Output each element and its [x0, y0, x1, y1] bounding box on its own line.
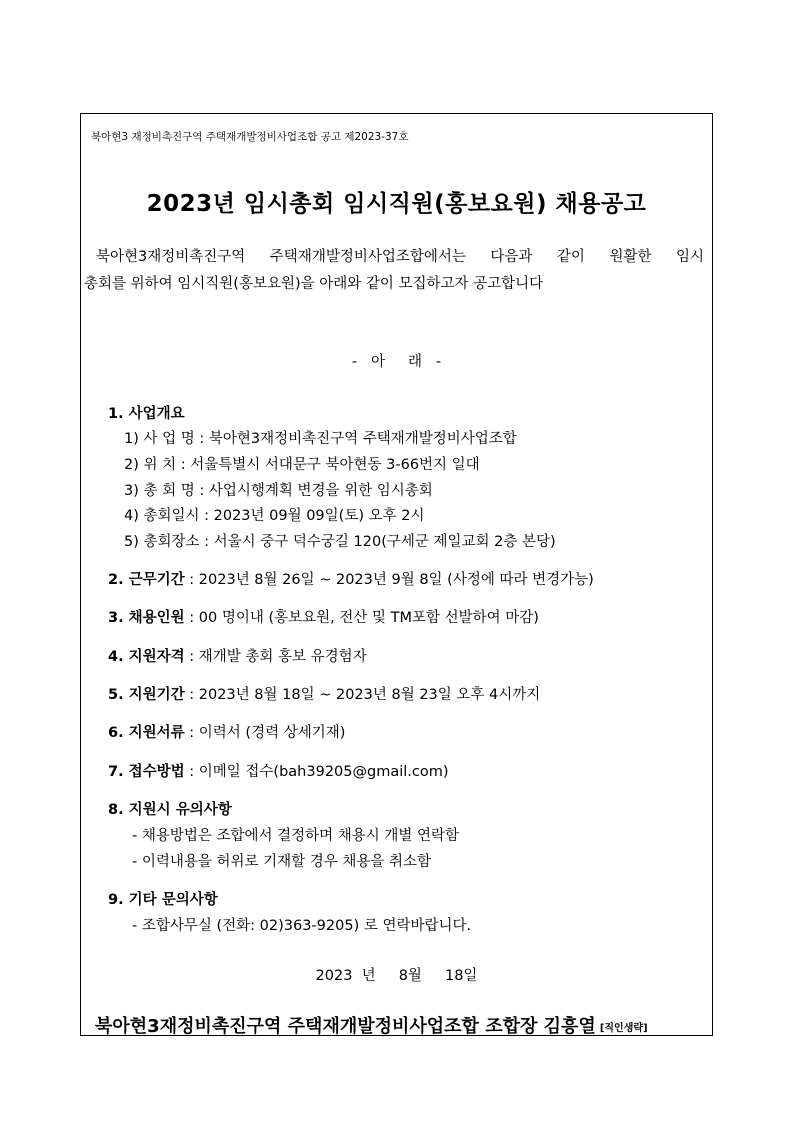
seal-omitted-note: [직인생략]	[599, 1023, 648, 1034]
section-1-item: 3) 총 회 명 : 사업시행계획 변경을 위한 임시총회	[124, 483, 433, 499]
section-label: 4. 지원자격	[108, 649, 185, 665]
section-value: : 이메일 접수(bah39205@gmail.com)	[184, 764, 449, 780]
section-1-item: 2) 위 치 : 서울특별시 서대문구 북아현동 3-66번지 일대	[124, 457, 480, 473]
page-title: 2023년 임시총회 임시직원(홍보요원) 채용공고	[146, 191, 647, 217]
section-label: 2. 근무기간	[108, 572, 185, 588]
notice-date: 2023 년 8월 18일	[315, 968, 478, 984]
section-8-heading: 8. 지원시 유의사항	[108, 802, 232, 818]
section-label: 6. 지원서류	[108, 725, 185, 741]
section-value: : 재개발 총회 홍보 유경험자	[184, 649, 367, 665]
section-7	[108, 760, 449, 781]
section-5	[108, 683, 540, 704]
section-label: 7. 접수방법	[108, 764, 185, 780]
section-label: 3. 채용인원	[108, 610, 185, 626]
section-label: 5. 지원기간	[108, 687, 185, 703]
intro-line-2: 총회를 위하여 임시직원(홍보요원)을 아래와 같이 모집하고자 공고합니다	[84, 276, 544, 292]
intro-line-1: 북아현3재정비촉진구역 주택재개발정비사업조합에서는 다음과 같이 원활한 임시	[96, 249, 704, 265]
section-9-heading: 9. 기타 문의사항	[108, 892, 218, 908]
section-1-item: 5) 총회장소 : 서울시 중구 덕수궁길 120(구세군 제일교회 2층 본당)	[124, 534, 556, 550]
notice-number: 북아현3 재정비촉진구역 주택재개발정비사업조합 공고 제2023-37호	[91, 131, 409, 143]
section-8-item: - 이력내용을 허위로 기재할 경우 채용을 취소함	[132, 854, 432, 870]
section-6	[108, 721, 345, 742]
section-1-item: 1) 사 업 명 : 북아현3재정비촉진구역 주택재개발정비사업조합	[124, 431, 517, 447]
section-3	[108, 606, 539, 627]
below-heading: - 아 래 -	[351, 354, 442, 370]
section-8-item: - 채용방법은 조합에서 결정하며 채용시 개별 연락함	[132, 828, 460, 844]
intro-paragraph	[84, 244, 704, 298]
section-1-heading: 1. 사업개요	[108, 406, 185, 422]
section-4	[108, 645, 367, 666]
section-2	[108, 568, 594, 589]
section-1-item: 4) 총회일시 : 2023년 09월 09일(토) 오후 2시	[124, 508, 425, 524]
section-value: : 이력서 (경력 상세기재)	[184, 725, 346, 741]
signature-line	[95, 1012, 648, 1038]
signature-text: 북아현3재정비촉진구역 주택재개발정비사업조합 조합장 김흥열	[95, 1016, 596, 1037]
section-9-item: - 조합사무실 (전화: 02)363-9205) 로 연락바랍니다.	[132, 918, 472, 934]
section-value: : 2023년 8월 18일 ~ 2023년 8월 23일 오후 4시까지	[184, 687, 541, 703]
section-value: : 2023년 8월 26일 ~ 2023년 9월 8일 (사정에 따라 변경가능)	[184, 572, 594, 588]
section-value: : 00 명이내 (홍보요원, 전산 및 TM포함 선발하여 마감)	[184, 610, 539, 626]
